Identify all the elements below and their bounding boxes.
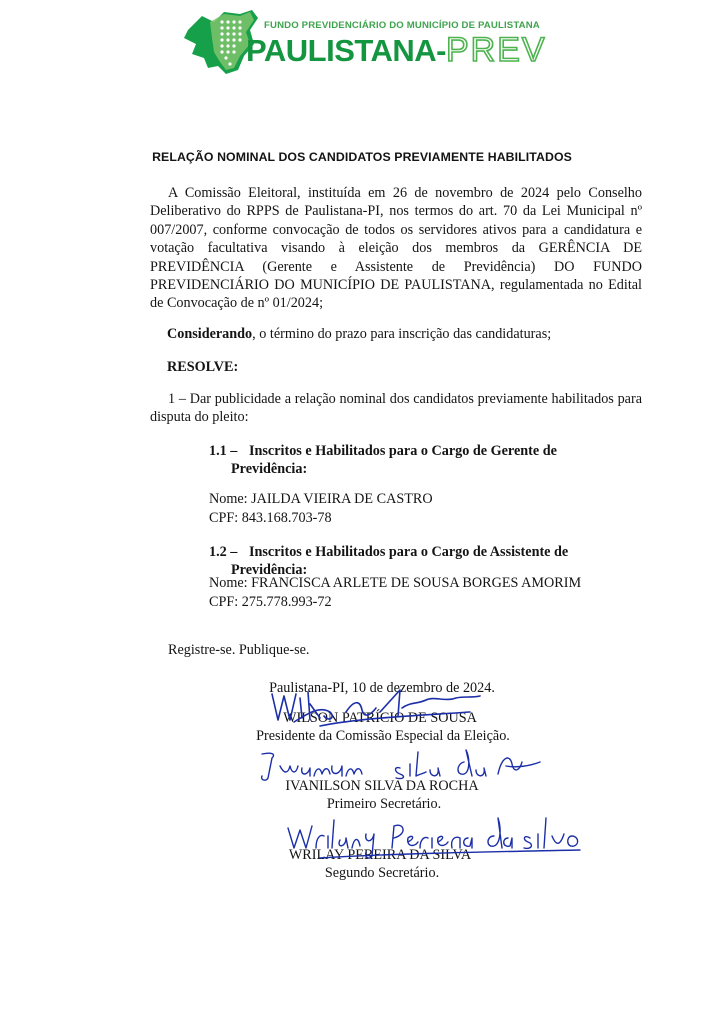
section-number: 1.2 – (209, 544, 238, 560)
considerando-paragraph (167, 325, 551, 343)
section-heading-text: Inscritos e Habilitados para o Cargo de Gerente de (249, 443, 557, 459)
signatory-3-role: Segundo Secretário. (324, 865, 440, 881)
brand-wordmark (246, 33, 547, 67)
resolve-heading: RESOLVE: (167, 359, 239, 375)
document-title: RELAÇÃO NOMINAL DOS CANDIDATOS PREVIAMENTE HABILITADOS (152, 150, 572, 164)
signatory-3-name: WRILAY PEREIRA DA SILVA (288, 847, 472, 863)
intro-paragraph: A Comissão Eleitoral, instituída em 26 de novembro de 2024 pelo Conselho Deliberativo do RPPS de Paulistana-PI, nos termos do art. 70 da Lei Municipal nº 007/2007, conforme convocação de todos os servidores ativos para a candidatura e votação facultativa visando à eleição dos membros da GERÊNCIA DE PREVIDÊNCIA (Gerente e Assistente de Previdência) DO FUNDO PREVIDENCIÁRIO DO MUNICÍPIO DE PAULISTANA, regulamentada no Edital de Convocação de nº 01/2024; (150, 185, 642, 312)
section-number: 1.1 – (209, 443, 238, 459)
brand-main-text: PAULISTANA- (246, 33, 446, 68)
candidate-1-name: Nome: JAILDA VIEIRA DE CASTRO (209, 491, 433, 507)
section-1-1-heading (209, 443, 641, 478)
section-heading-continuation: Previdência: (231, 460, 308, 477)
candidate-2-cpf: CPF: 275.778.993-72 (209, 594, 332, 610)
item-1-paragraph: 1 – Dar publicidade a relação nominal dos candidatos previamente habilitados para disputa do pleito: (150, 391, 642, 426)
candidate-2-name: Nome: FRANCISCA ARLETE DE SOUSA BORGES AMORIM (209, 575, 582, 591)
signatory-1-role: Presidente da Comissão Especial da Eleição. (256, 728, 510, 744)
considerando-label: Considerando (167, 326, 253, 342)
candidate-1-cpf: CPF: 843.168.703-78 (209, 510, 332, 526)
signatory-2-role: Primeiro Secretário. (326, 796, 442, 812)
section-heading-text: Inscritos e Habilitados para o Cargo de Assistente de (249, 544, 569, 560)
brand-prev-text: PREV (446, 31, 547, 69)
closing-line: Registre-se. Publique-se. (168, 642, 310, 658)
fund-name: FUNDO PREVIDENCIÁRIO DO MUNICÍPIO DE PAULISTANA (264, 20, 540, 31)
place-date: Paulistana-PI, 10 de dezembro de 2024. (269, 680, 495, 696)
signatory-1-name: WILSON PATRÍCIO DE SOUSA (283, 710, 477, 726)
section-heading-continuation: Previdência: (231, 561, 308, 578)
signatory-2-name: IVANILSON SILVA DA ROCHA (285, 778, 479, 794)
considerando-text: , o término do prazo para inscrição das candidaturas; (252, 326, 552, 342)
